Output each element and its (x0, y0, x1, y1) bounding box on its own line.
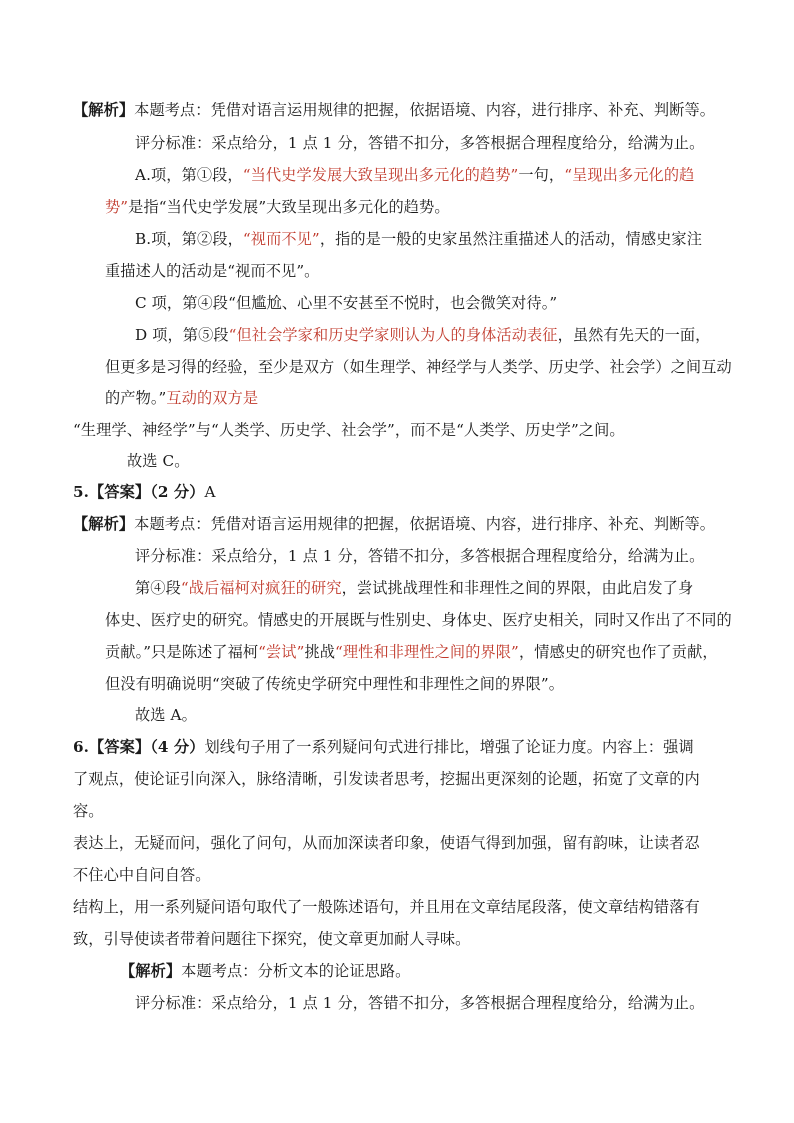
text-segment: 挑战 (304, 643, 336, 661)
text-segment: ，尝试挑战理性和非理性之间的界限，由此启发了身 (341, 579, 694, 597)
line-03 (135, 163, 694, 187)
line-15 (135, 544, 704, 568)
highlighted-quote: “视而不见” (242, 230, 320, 248)
text-segment: A.项，第①段， (135, 166, 243, 184)
highlighted-quote: 势” (105, 198, 129, 216)
text-segment: ，指的是一般的史家虽然注重描述人的活动，情感史家注 (319, 230, 702, 248)
text-segment: 一句， (518, 166, 565, 184)
text-segment: 不住心中自问自答。 (73, 866, 211, 884)
text-segment: A (204, 483, 216, 501)
text-segment: 了观点，使论证引向深入，脉络清晰，引发读者思考，挖掘出更深刻的论题，拓宽了文章的内 (73, 770, 700, 788)
highlighted-quote: “但社会学家和历史学家则认为人的身体活动表征 (228, 326, 558, 344)
highlighted-quote: “尝试” (258, 643, 305, 661)
text-segment: 本题考点：凭借对语言运用规律的把握，依据语境、内容，进行排序、补充、判断等。 (134, 101, 716, 119)
line-18 (105, 640, 718, 664)
highlighted-quote: “战后福柯对疯狂的研究 (180, 579, 342, 597)
bold-label: 【解析】 (73, 101, 135, 119)
line-19 (105, 672, 564, 696)
text-segment: 本题考点：分析文本的论证思路。 (181, 962, 411, 980)
line-05 (135, 227, 702, 251)
bold-label: 6.【答案】（4 分） (73, 738, 205, 756)
line-06 (105, 259, 319, 283)
text-segment: 评分标准：采点给分，1 点 1 分，答错不扣分，多答根据合理程度给分，给满为止。 (135, 547, 705, 565)
line-16 (135, 576, 693, 600)
text-segment: ，虽然有先天的一面， (557, 326, 711, 344)
line-21 (73, 735, 694, 759)
bold-label: 5.【答案】（2 分） (73, 483, 205, 501)
text-segment: 故选 A。 (135, 706, 197, 724)
text-segment: 的产物。” (105, 389, 167, 407)
line-08 (135, 323, 710, 347)
text-segment: 评分标准：采点给分，1 点 1 分，答错不扣分，多答根据合理程度给分，给满为止。 (135, 134, 705, 152)
line-27 (73, 927, 470, 951)
text-segment: 重描述人的活动是“视而不见”。 (105, 262, 320, 280)
line-24 (73, 831, 700, 855)
highlighted-quote: “理性和非理性之间的界限” (335, 643, 519, 661)
line-01 (73, 98, 715, 122)
text-segment: D 项，第⑤段 (135, 326, 229, 344)
line-25 (73, 863, 211, 887)
line-22 (73, 767, 700, 791)
line-13 (73, 480, 216, 504)
line-17 (105, 608, 732, 632)
line-26 (73, 895, 700, 919)
line-29 (135, 991, 704, 1015)
text-segment: “生理学、神经学”与“人类学、历史学、社会学”，而不是“人类学、历史学”之间。 (73, 421, 625, 439)
text-segment: ，情感史的研究也作了贡献， (518, 643, 718, 661)
text-segment: 故选 C。 (127, 452, 190, 470)
text-segment: 评分标准：采点给分，1 点 1 分，答错不扣分，多答根据合理程度给分，给满为止。 (135, 994, 705, 1012)
text-segment: 划线句子用了一系列疑问句式进行排比，增强了论证力度。内容上：强调 (204, 738, 694, 756)
text-segment: B.项，第②段， (135, 230, 243, 248)
text-segment: 是指“当代史学发展”大致呈现出多元化的趋势。 (128, 198, 450, 216)
line-09 (105, 355, 732, 379)
line-07 (135, 291, 557, 315)
bold-label: 【解析】 (120, 962, 182, 980)
text-segment: 第④段 (135, 579, 181, 597)
text-segment: C 项，第④段“但尴尬、心里不安甚至不悦时，也会微笑对待。” (135, 294, 558, 312)
line-12 (127, 449, 190, 473)
line-14 (73, 512, 715, 536)
text-segment: 致，引导使读者带着问题往下探究，使文章更加耐人寻味。 (73, 930, 471, 948)
text-segment: 容。 (73, 802, 104, 820)
line-11 (73, 418, 625, 442)
bold-label: 【解析】 (73, 515, 135, 533)
text-segment: 但更多是习得的经验，至少是双方（如生理学、神经学与人类学、历史学、社会学）之间互动 (105, 358, 732, 376)
text-segment: 但没有明确说明“突破了传统史学研究中理性和非理性之间的界限”。 (105, 675, 565, 693)
text-segment: 体史、医疗史的研究。情感史的开展既与性别史、身体史、医疗史相关，同时又作出了不同的 (105, 611, 732, 629)
line-10 (105, 386, 258, 410)
text-segment: 本题考点：凭借对语言运用规律的把握，依据语境、内容，进行排序、补充、判断等。 (134, 515, 716, 533)
highlighted-quote: “呈现出多元化的趋 (564, 166, 695, 184)
line-20 (135, 703, 197, 727)
line-02 (135, 131, 704, 155)
highlighted-quote: 互动的双方是 (166, 389, 259, 407)
line-28 (120, 959, 410, 983)
line-04 (105, 195, 450, 219)
line-23 (73, 799, 104, 823)
highlighted-quote: “当代史学发展大致呈现出多元化的趋势” (242, 166, 519, 184)
text-segment: 结构上，用一系列疑问语句取代了一般陈述语句，并且用在文章结尾段落，使文章结构错落有 (73, 898, 700, 916)
text-segment: 表达上，无疑而问，强化了问句，从而加深读者印象，使语气得到加强，留有韵味，让读者忍 (73, 834, 700, 852)
text-segment: 贡献。”只是陈述了福柯 (105, 643, 259, 661)
